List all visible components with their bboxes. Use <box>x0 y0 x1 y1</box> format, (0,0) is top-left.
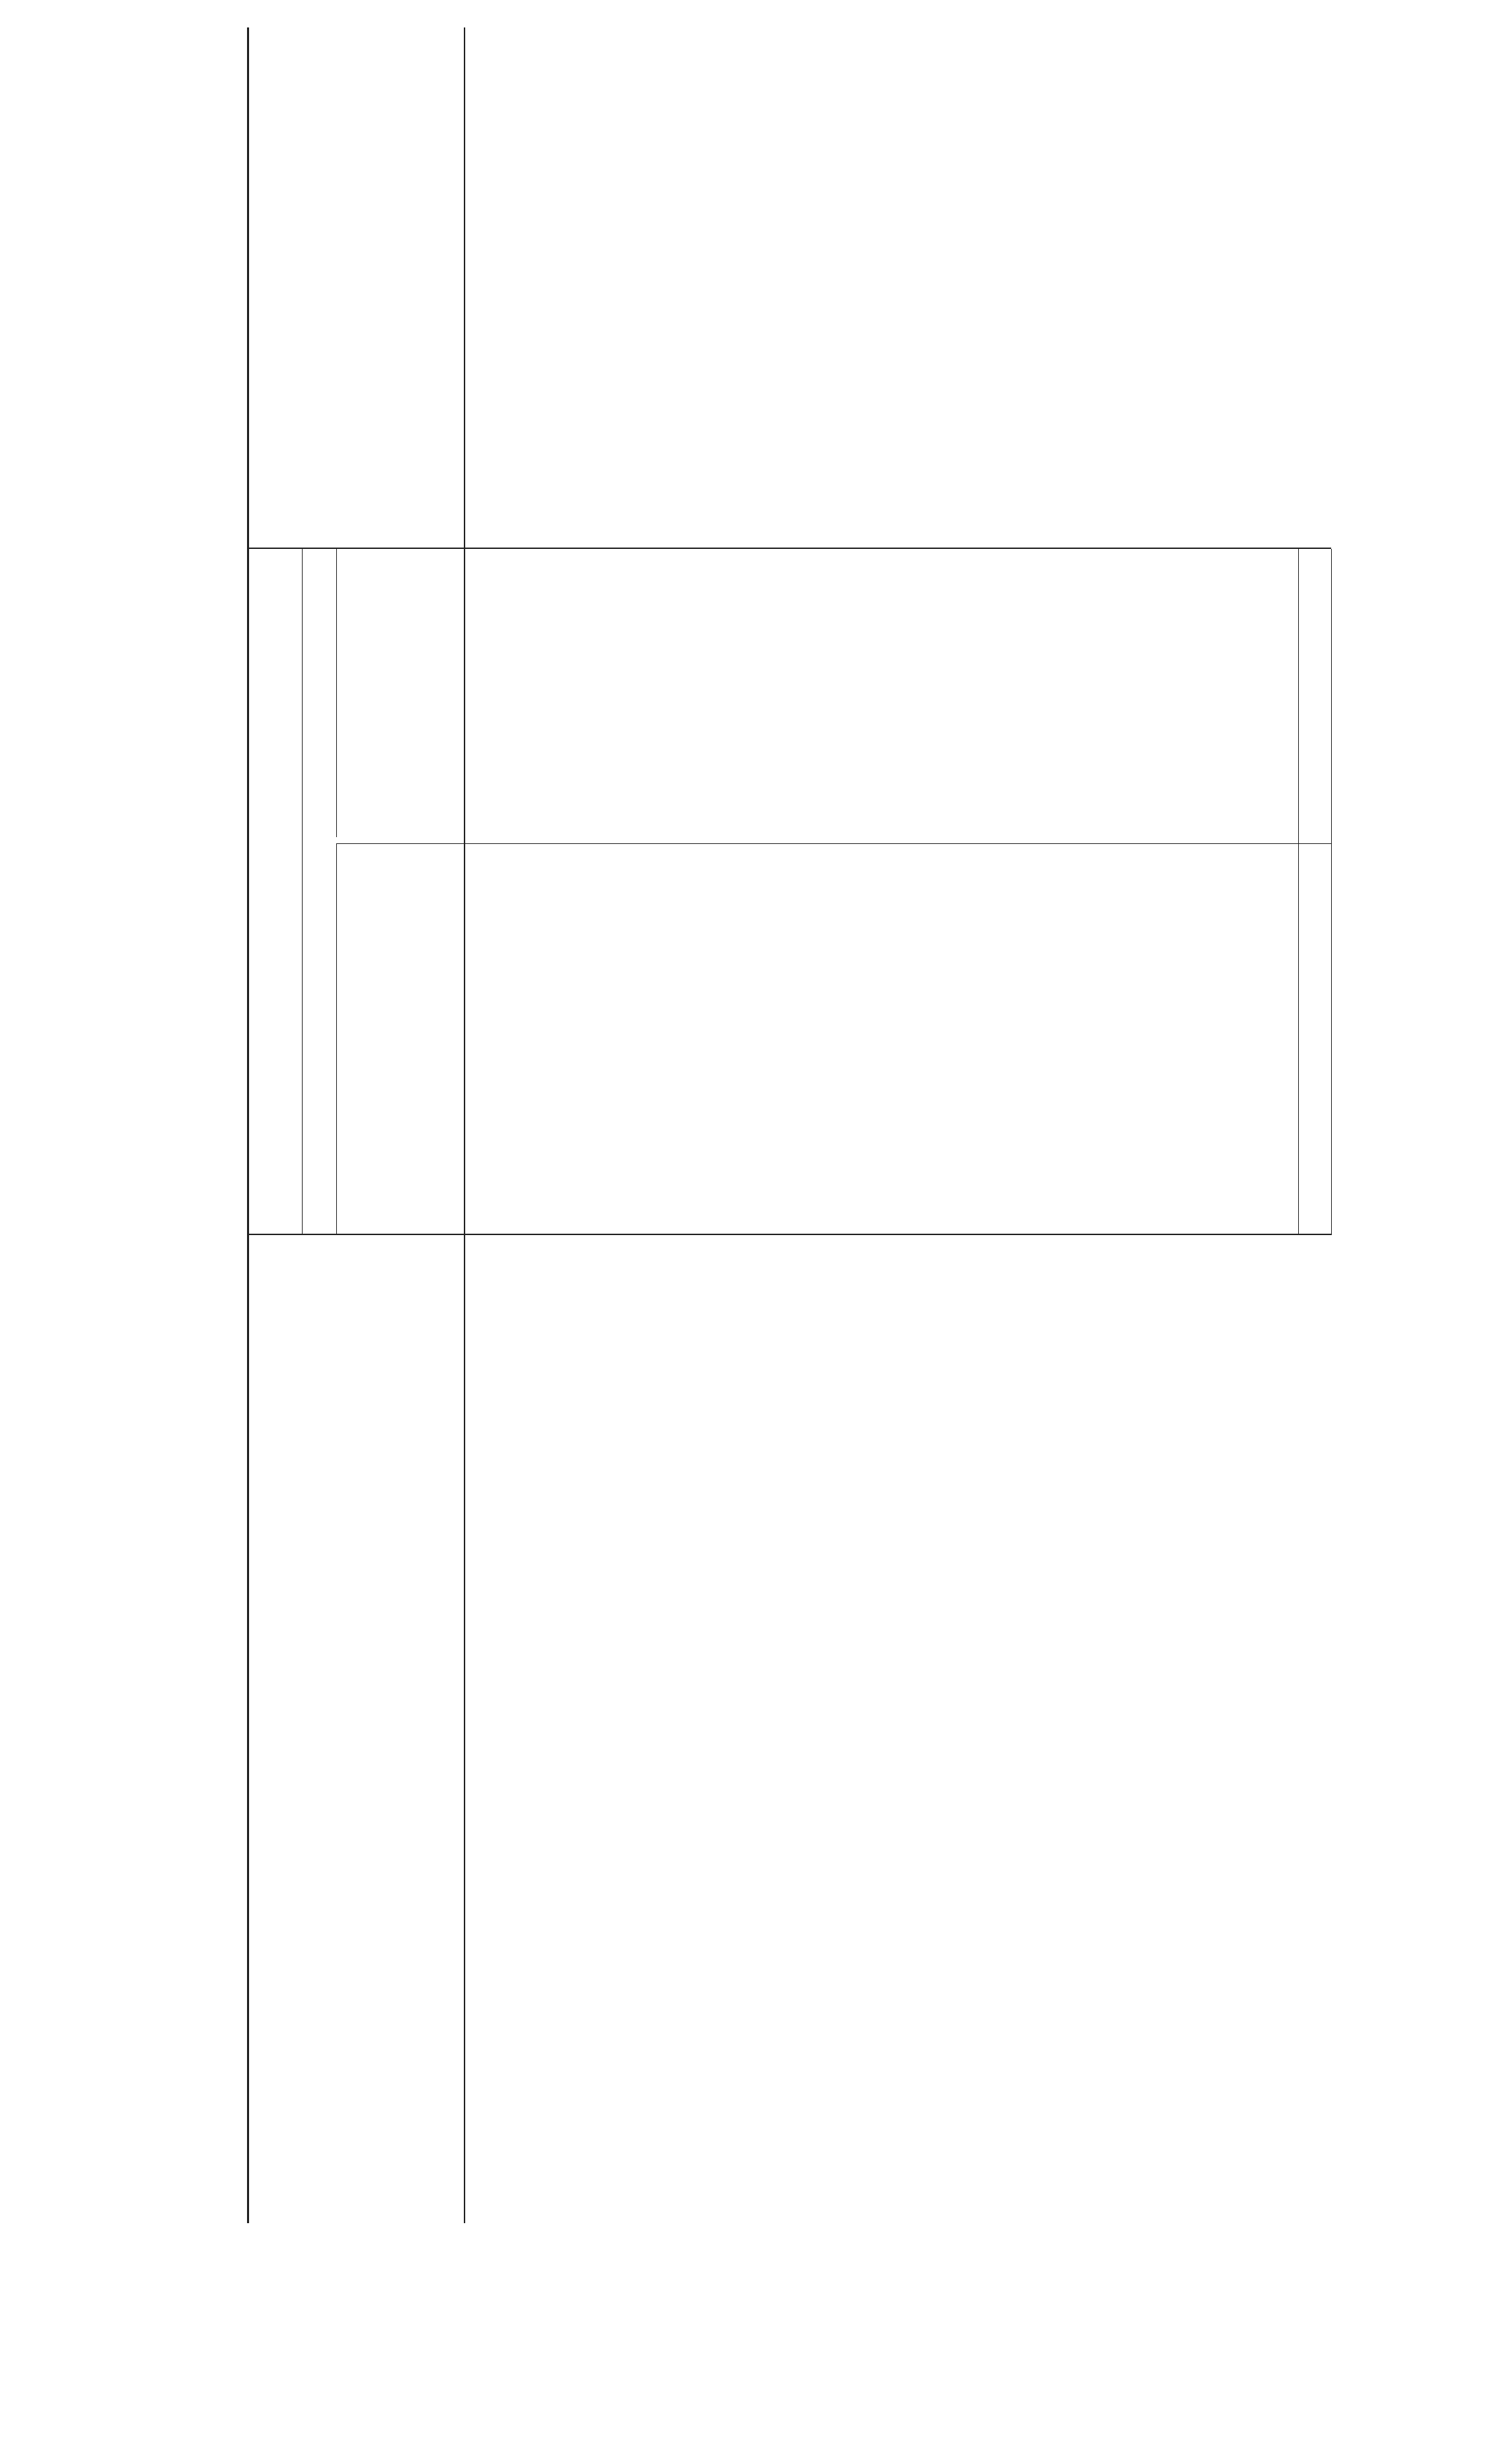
owners-subrule <box>336 844 337 1235</box>
header-bottom-rule <box>464 27 465 2223</box>
totals-row <box>1305 27 1327 2223</box>
col2-subrule <box>302 549 303 1235</box>
district-row <box>475 27 497 2223</box>
vrule-2 <box>247 548 1331 549</box>
top-rule <box>247 27 249 2223</box>
vrule-1 <box>247 1234 1331 1235</box>
bottom-rule <box>1331 549 1332 1235</box>
totals-rule <box>1298 549 1299 1235</box>
rotated-table <box>192 27 1359 2223</box>
total-subrule <box>336 549 337 837</box>
